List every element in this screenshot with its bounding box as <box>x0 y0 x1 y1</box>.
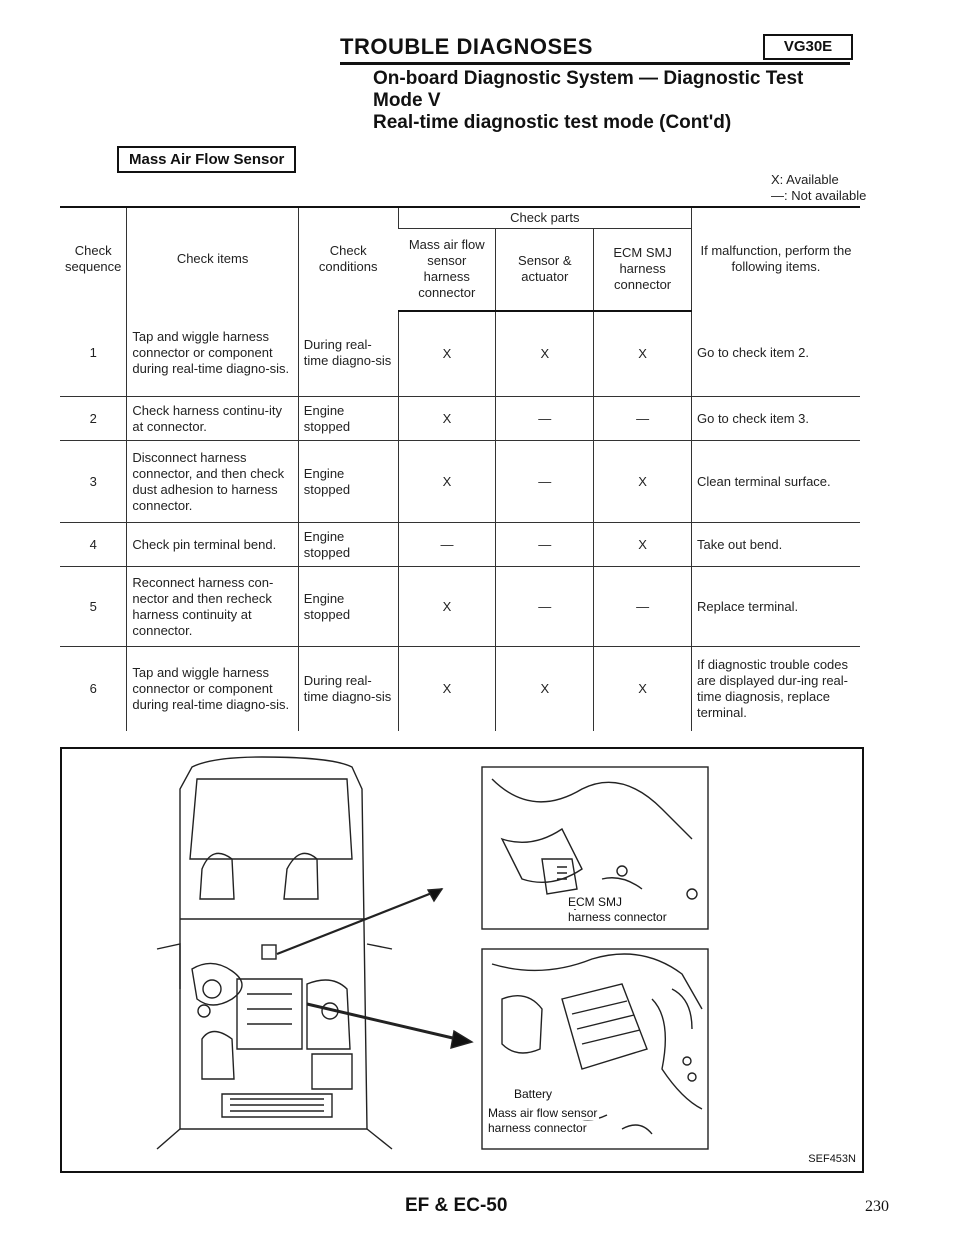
callout-battery: Battery <box>514 1087 553 1101</box>
callout-maf-sensor: Mass air flow sensor <box>488 1106 598 1120</box>
cell-seq: 6 <box>89 680 97 696</box>
cell-part1: — <box>398 523 496 567</box>
cell-seq: 3 <box>60 441 127 523</box>
component-location-figure <box>60 747 864 1173</box>
cell-item: Disconnect harness connector, and then check dust adhesion to harness connector. <box>127 441 298 523</box>
page-number: 230 <box>865 1198 889 1215</box>
header-conditions: Check conditions <box>298 207 398 311</box>
cell-seq: 1 <box>60 311 127 397</box>
legend-available: X: Available <box>771 172 839 187</box>
cell-part3: — <box>594 567 692 647</box>
cell-cond: During real-time diagno-sis <box>298 647 398 731</box>
cell-part3: — <box>594 397 692 441</box>
cell-item: Reconnect harness con-nector and then recheck harness continuity at connector. <box>127 567 298 647</box>
cell-part2: — <box>496 397 594 441</box>
table-row <box>60 397 860 441</box>
page-title: TROUBLE DIAGNOSES <box>340 34 593 59</box>
cell-part3: X <box>594 647 692 731</box>
cell-part2: X <box>496 647 594 731</box>
subtitle-line-1: On-board Diagnostic System — Diagnostic Test <box>373 68 804 89</box>
cell-action: Replace terminal. <box>691 567 860 647</box>
callout-ecm-harness: harness connector <box>568 910 667 924</box>
cell-cond: Engine stopped <box>298 441 398 523</box>
cell-part1: X <box>398 311 496 397</box>
page-footer-label: EF & EC-50 <box>405 1195 508 1216</box>
cell-cond: During real-time diagno-sis <box>298 311 398 397</box>
callout-ecm-smj: ECM SMJ <box>568 895 622 909</box>
cell-item: Tap and wiggle harness connector or component during real-time diagno-sis. <box>127 311 298 397</box>
subtitle-line-3: Real-time diagnostic test mode (Cont'd) <box>373 112 732 133</box>
header-rule <box>340 62 850 65</box>
legend-not-available: —: Not available <box>771 188 867 203</box>
table-row <box>60 567 860 647</box>
header-check-parts: Check parts <box>398 207 691 229</box>
cell-item: Check pin terminal bend. <box>127 523 298 567</box>
subtitle-line-2: Mode V <box>373 90 441 111</box>
cell-part2: — <box>496 441 594 523</box>
table-row <box>60 441 860 523</box>
header-part-sensor: Sensor & actuator <box>496 229 594 311</box>
diagnosis-table <box>60 206 860 731</box>
engine-bay-illustration <box>62 749 862 1171</box>
legend <box>771 172 866 204</box>
table-row <box>60 311 860 397</box>
cell-part1: X <box>398 397 496 441</box>
vehicle-front-view <box>157 757 392 1149</box>
header-action: If malfunction, perform the following items. <box>691 207 860 311</box>
cell-item: Check harness continu-ity at connector. <box>127 397 298 441</box>
arrow-to-maf-detail <box>307 1004 457 1039</box>
cell-part2: — <box>496 523 594 567</box>
figure-code: SEF453N <box>808 1153 856 1165</box>
cell-cond: Engine stopped <box>298 397 398 441</box>
cell-action: Go to check item 3. <box>691 397 860 441</box>
cell-cond: Engine stopped <box>298 567 398 647</box>
ecm-location-marker <box>262 945 276 959</box>
table-row <box>60 647 860 731</box>
cell-part2: X <box>496 311 594 397</box>
cell-part1: X <box>398 567 496 647</box>
callout-maf-harness: harness connector <box>488 1121 587 1135</box>
arrow-head-icon <box>428 889 442 901</box>
cell-action: If diagnostic trouble codes are displayed dur-ing real-time diagnosis, replace terminal. <box>691 647 860 731</box>
cell-part1: X <box>398 647 496 731</box>
subtitle <box>373 68 803 134</box>
cell-action: Take out bend. <box>691 523 860 567</box>
cell-part1: X <box>398 441 496 523</box>
cell-seq: 2 <box>60 397 127 441</box>
cell-item: Tap and wiggle harness connector or component during real-time diagno-sis. <box>127 647 298 731</box>
engine-badge: VG30E <box>763 34 853 60</box>
cell-part2: — <box>496 567 594 647</box>
cell-cond: Engine stopped <box>298 523 398 567</box>
cell-seq: 5 <box>60 567 127 647</box>
header-part-maf: Mass air flow sensor harness connector <box>398 229 496 311</box>
section-tag: Mass Air Flow Sensor <box>117 146 296 173</box>
arrow-head-icon <box>451 1031 472 1048</box>
cell-part3: X <box>594 441 692 523</box>
cell-action: Go to check item 2. <box>691 311 860 397</box>
table-row <box>60 523 860 567</box>
cell-action: Clean terminal surface. <box>691 441 860 523</box>
header-items: Check items <box>127 207 298 311</box>
cell-part3: X <box>594 311 692 397</box>
cell-seq: 4 <box>60 523 127 567</box>
cell-part3: X <box>594 523 692 567</box>
header-part-ecm: ECM SMJ harness connector <box>594 229 692 311</box>
header-sequence: Check sequence <box>60 207 127 311</box>
